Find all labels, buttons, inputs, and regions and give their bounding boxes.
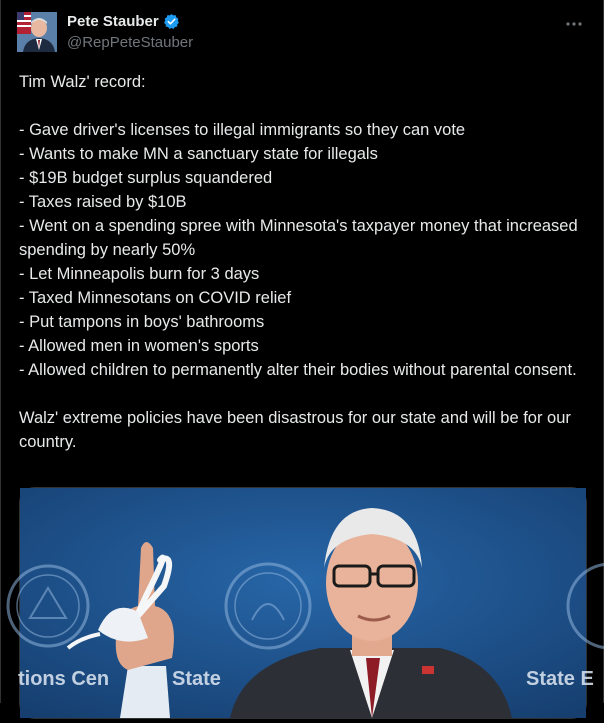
verified-badge-icon bbox=[163, 13, 180, 30]
backdrop-text-mid: State bbox=[172, 668, 221, 690]
backdrop-text-right: State E bbox=[526, 668, 594, 690]
author-name[interactable]: Pete Stauber bbox=[67, 13, 159, 30]
more-options-icon[interactable] bbox=[565, 14, 583, 28]
tweet-media-image[interactable] bbox=[18, 487, 594, 719]
author-handle[interactable]: @RepPeteStauber bbox=[67, 34, 194, 51]
tweet-header bbox=[17, 12, 587, 56]
tweet-text: Tim Walz' record: - Gave driver's licenses to illegal immigrants so they can vote - Wants to make MN a sanctuary state for illegals - $19B budget surplus squandered - Taxes raised by $10B - Went on a spending spree with Minnesota's taxpayer money that increased spending by nearly 50% - Let Minneapolis burn for 3 days - Taxed Minnesotans on COVID relief - Put tampons in boys' bathrooms - Allowed men in women's sports - Allowed children to permanently alter their bodies without parental consent. Walz' extreme policies have been disastrous for our state and will be for our country. bbox=[19, 73, 578, 451]
author-name-line bbox=[67, 13, 180, 30]
avatar[interactable] bbox=[17, 12, 57, 52]
backdrop-text-left: tions Cen bbox=[18, 668, 110, 690]
